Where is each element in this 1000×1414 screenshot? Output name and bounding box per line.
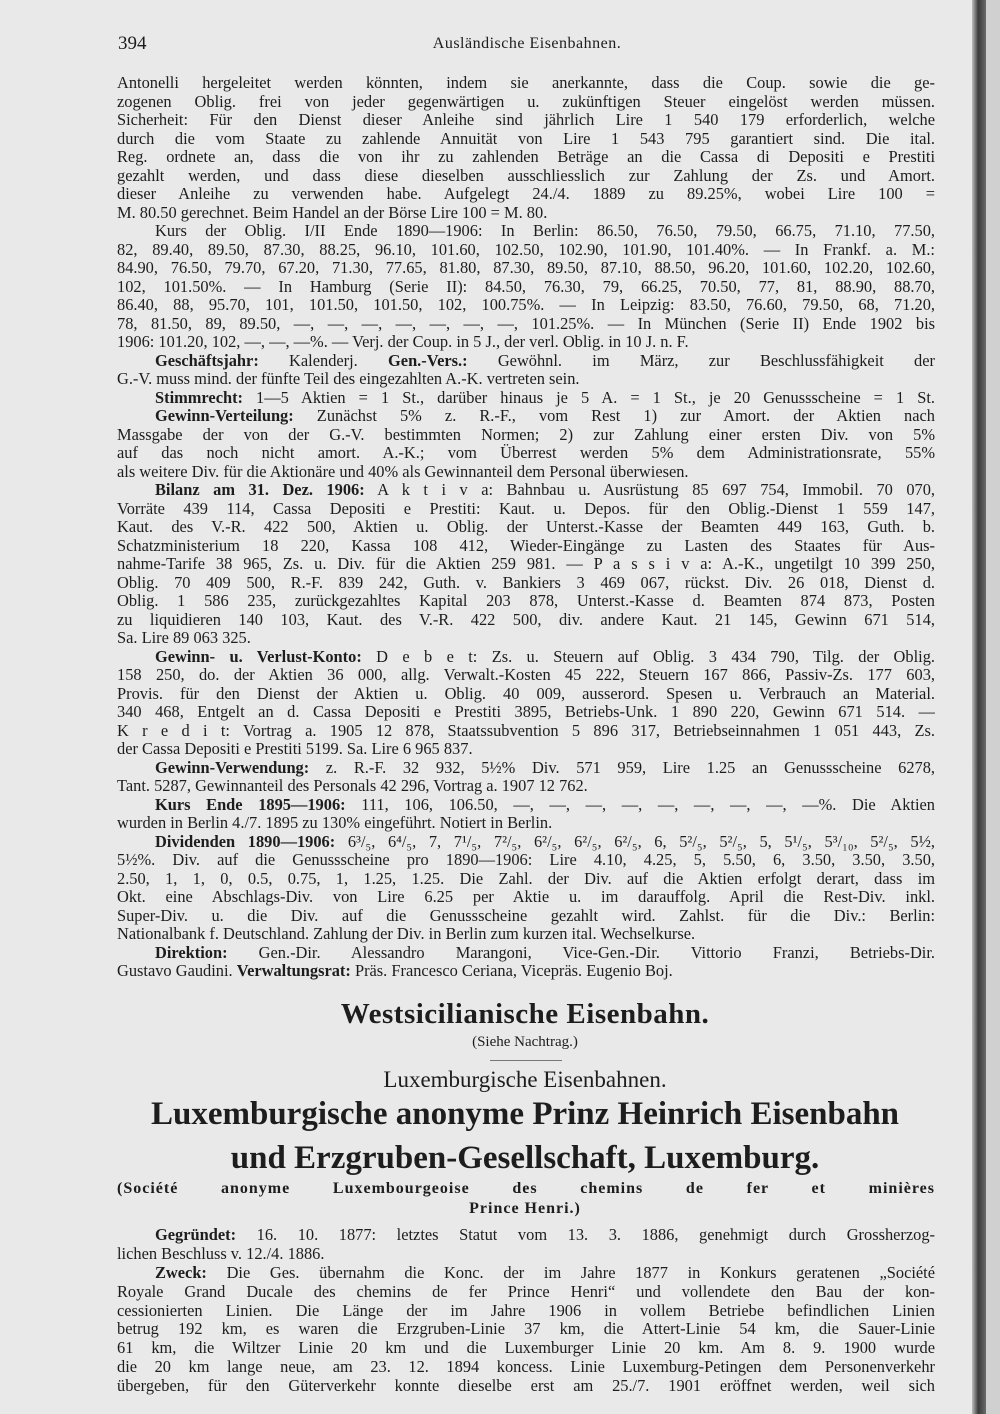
text-line: Oblig. 70 409 500, R.-F. 839 242, Guth. v. Bankiers 3 469 067, rückst. Div. 26 018, Dienst d. — [117, 573, 935, 592]
text-line: K r e d i t: Vortrag a. 1905 12 878, Staatssubvention 5 896 317, Betriebseinnahmen 1 051 443, Zs. — [117, 721, 935, 740]
text-line — [117, 352, 935, 371]
bold-label: Stimmrecht: — [155, 388, 243, 407]
text-line — [117, 389, 935, 408]
french-name-line1: (Société anonyme Luxembourgeoise des chemins de fer et minières — [117, 1180, 935, 1197]
text-line — [117, 1226, 935, 1245]
section-note: (Siehe Nachtrag.) — [472, 1034, 578, 1050]
bold-label: Kurs Ende 1895—1906: — [155, 795, 346, 814]
bold-label: Gewinn- u. Verlust-Konto: — [155, 647, 362, 666]
text-segment: D e b e t: Zs. u. Steuern auf Oblig. 3 434 790, Tilg. der Oblig. — [361, 647, 935, 666]
text-line: 2.50, 1, 1, 0, 0.5, 0.75, 1, 1.25, 1.25. Die Zahl. der Div. auf die Aktien erfolgt derart, dass im — [117, 869, 935, 888]
text-line — [117, 944, 935, 963]
text-segment: 111, 106, 106.50, —, —, —, —, —, —, —, —, —%. Die Aktien — [345, 795, 935, 814]
text-line: Vorräte 439 114, Cassa Depositi e Prestiti: Kaut. u. Depos. für den Oblig.-Dienst 1 559 147, — [117, 499, 935, 518]
text-line: auf das noch nicht amort. A.-K.; vom Überrest werden 5% dem Administrationsrate, 55% — [117, 444, 935, 462]
section-title-westsicilianische: Westsicilianische Eisenbahn. — [340, 998, 710, 1030]
text-line: gezahlt werden, und dass diese dieselben ausschliesslich zur Zahlung der Zs. und Amort. — [117, 166, 935, 185]
bold-label: Gen.-Vers.: — [388, 351, 468, 370]
text-line — [117, 407, 935, 426]
text-line: Sicherheit: Für den Dienst dieser Anleihe sind jährlich Lire 1 540 179 erforderlich, welche — [117, 111, 935, 129]
page-binding-edge — [972, 0, 986, 1414]
text-line: nahme-Tarife 38 965, Zs. u. Div. für die Aktien 259 981. — P a s s i v a: A.-K., ungetilgt 10 399 250, — [117, 555, 935, 573]
text-line: wurden in Berlin 4./7. 1895 zu 130% eingeführt. Notiert in Berlin. — [117, 814, 553, 832]
text-line: 1906: 101.20, 102, —, —, —%. — Verj. der Coup. in 5 J., der verl. Oblig. in 10 J. n. F. — [117, 333, 689, 351]
french-name-line2: Prince Henri.) — [469, 1200, 581, 1217]
text-line: 86.40, 88, 95.70, 101, 101.50, 101.50, 102, 100.75%. — In Leipzig: 83.50, 76.60, 79.50, 68, 71.20, — [117, 296, 935, 314]
bold-label: Verwaltungsrat: — [236, 962, 351, 980]
bold-label: Gewinn-Verteilung: — [155, 407, 294, 425]
text-segment: Zunächst 5% z. R.-F., vom Rest 1) zur Amort. der Aktien nach — [293, 407, 935, 425]
bold-label: Gegründet: — [155, 1226, 237, 1244]
text-line: lichen Beschluss v. 12./4. 1886. — [117, 1244, 325, 1263]
text-segment: A k t i v a: Bahnbau u. Ausrüstung 85 697 754, Immobil. 70 070, — [364, 481, 935, 499]
text-segment: Kalenderj. — [258, 351, 389, 370]
bold-label: Dividenden 1890—1906: — [155, 832, 336, 851]
text-block-luxemburg-railway — [117, 1226, 935, 1396]
text-line — [117, 481, 935, 500]
text-line: Sa. Lire 89 063 325. — [117, 629, 251, 647]
text-line: 82, 89.40, 89.50, 87.30, 88.25, 96.10, 101.60, 102.50, 102.90, 101.90, 101.40%. — In Frankf. a. M.: — [117, 240, 935, 259]
text-line: cessionierten Linien. Die Länge der im Jahre 1906 in vollem Betriebe befindlichen Linien — [117, 1301, 935, 1320]
text-line — [117, 1264, 935, 1283]
text-line: M. 80.50 gerechnet. Beim Handel an der Börse Lire 100 = M. 80. — [117, 203, 548, 222]
bold-label: Bilanz am 31. Dez. 1906: — [155, 481, 365, 499]
text-block-italian-railway — [117, 74, 935, 981]
text-line: der Cassa Depositi e Prestiti 5199. Sa. Lire 6 965 837. — [117, 740, 473, 758]
text-line: Royale Grand Ducale des chemins de fer Prince Henri“ und vollendete den Bau der kon- — [117, 1282, 935, 1301]
page-number: 394 — [118, 33, 147, 54]
text-line: 158 250, do. der Aktien 36 000, allg. Verwalt.-Kosten 45 222, Steuern 167 866, Passiv-Zs. 177 603, — [117, 666, 935, 684]
bold-label: Gewinn-Verwendung: — [155, 758, 310, 777]
text-line: zu liquidieren 140 103, Kaut. des V.-R. 422 500, div. andere Kaut. 21 145, Gewinn 671 514, — [117, 610, 935, 629]
scan-margin — [986, 0, 1000, 1414]
text-segment: 6³/₅, 6⁴/₅, 7, 7¹/₅, 7²/₅, 6²/₅, 6²/₅, 6²/₅, 6, 5²/₅, 5²/₅, 5, 5¹/₅, 5³/₁₀, 5²/₅, 5½, — [335, 832, 935, 851]
text-segment: Präs. Francesco Ceriana, Vicepräs. Eugenio Boj. — [350, 962, 673, 980]
text-segment: 1—5 Aktien = 1 St., darüber hinaus je 5 A. = 1 St., je 20 Genussscheine = 1 St. — [243, 388, 935, 407]
text-segment: Gewöhnl. im März, zur Beschlussfähigkeit der — [467, 351, 935, 370]
text-segment: Gen.-Dir. Alessandro Marangoni, Vice-Gen.-Dir. Vittorio Franzi, Betriebs-Dir. — [227, 943, 935, 962]
text-line: die 20 km lange neue, am 23. 12. 1894 koncess. Linie Luxemburg-Petingen dem Personenverkehr — [117, 1358, 935, 1377]
text-line: durch die vom Staate zu zahlende Annuität von Lire 1 543 795 garantiert sind. Die ital. — [117, 129, 935, 148]
text-line: Okt. eine Abschlags-Div. von Lire 6.25 per Aktie u. im darauffolg. April die Rest-Div. inkl. — [117, 888, 935, 906]
text-line: Reg. ordnete an, dass die von ihr zu zahlenden Beträge an die Cassa di Depositi e Prestiti — [117, 148, 935, 166]
text-line: Massgabe der von der G.-V. bestimmten Normen; 2) zur Zahlung einer ersten Div. von 5% — [117, 425, 935, 444]
text-line: Antonelli hergeleitet werden könnten, indem sie anerkannte, dass die Coup. sowie die ge- — [117, 74, 935, 92]
text-line: Schatzministerium 18 220, Kassa 108 412, Wieder-Eingänge zu Lasten des Staates für Aus- — [117, 536, 935, 555]
text-line: 84.90, 76.50, 79.70, 67.20, 71.30, 77.65, 81.80, 87.30, 89.50, 87.10, 88.50, 96.20, 101.60, 102.20, 102.60, — [117, 259, 935, 277]
text-line: Super-Div. u. die Div. auf die Genussscheine gezahlt wird. Zahlst. für die Div.: Berlin: — [117, 906, 935, 925]
text-line: 5½%. Div. auf die Genussscheine pro 1890—1906: Lire 4.10, 4.25, 5, 5.50, 6, 3.50, 3.50, 3.50, — [117, 851, 935, 869]
text-line: Nationalbank f. Deutschland. Zahlung der Div. in Berlin zum kurzen ital. Wechselkurse. — [117, 925, 696, 943]
text-line: Oblig. 1 586 235, zurückgezahltes Kapital 203 878, Unterst.-Kasse d. Beamten 874 873, Posten — [117, 592, 935, 610]
text-line: Tant. 5287, Gewinnanteil des Personals 42 296, Vortrag a. 1907 12 762. — [117, 777, 588, 795]
text-line — [117, 796, 935, 815]
bold-label: Geschäftsjahr: — [155, 351, 259, 370]
text-line: 340 468, Entgelt an d. Cassa Depositi e Prestiti 3895, Betriebs-Unk. 1 890 220, Gewinn 671 514. — — [117, 703, 935, 721]
divider-rule — [490, 1060, 562, 1061]
running-title: Ausländische Eisenbahnen. — [432, 35, 622, 52]
text-line: Provis. für den Dienst der Aktien u. Oblig. 40 009, ausserord. Spesen u. Verbrauch an Material. — [117, 684, 935, 703]
text-segment: z. R.-F. 32 932, 5½% Div. 571 959, Lire 1.25 an Genussscheine 6278, — [309, 758, 935, 777]
bold-label: Direktion: — [155, 943, 228, 962]
company-title-line1: Luxemburgische anonyme Prinz Heinrich Eisenbahn — [150, 1096, 900, 1132]
text-line: Kaut. des V.-R. 422 500, Aktien u. Oblig. der Unterst.-Kasse der Beamten 449 163, Guth. b. — [117, 518, 935, 536]
text-segment: Die Ges. übernahm die Konc. der im Jahre 1877 in Konkurs geratenen „Société — [206, 1263, 935, 1282]
group-title-luxemburg: Luxemburgische Eisenbahnen. — [383, 1067, 667, 1092]
text-line: betrug 192 km, es waren die Erzgruben-Linie 37 km, die Attert-Linie 54 km, die Sauer-Linie — [117, 1320, 935, 1339]
text-line — [117, 833, 935, 852]
text-line: zogenen Oblig. frei von jeder gegenwärtigen u. zukünftigen Steuer eingelöst werden müssen. — [117, 92, 935, 111]
text-segment: 16. 10. 1877: letztes Statut vom 13. 3. 1886, genehmigt durch Grossherzog- — [236, 1226, 935, 1244]
text-line — [117, 962, 935, 981]
text-segment: Gustavo Gaudini. — [117, 962, 237, 980]
text-line: 102, 101.50%. — In Hamburg (Serie II): 84.50, 76.30, 79, 66.25, 70.50, 77, 81, 88.90, 88.70, — [117, 277, 935, 296]
text-line: Kurs der Oblig. I/II Ende 1890—1906: In Berlin: 86.50, 76.50, 79.50, 66.75, 71.10, 77.50, — [155, 222, 935, 240]
text-line: 61 km, die Wiltzer Linie 20 km und die Luxemburger Linie 20 km. Am 8. 9. 1900 wurde — [117, 1339, 935, 1358]
text-line: dieser Anleihe zu verwenden habe. Aufgelegt 24./4. 1889 zu 89.25%, wobei Lire 100 = — [117, 185, 935, 203]
text-line: übergeben, für den Güterverkehr konnte dieselbe erst am 25./7. 1901 eröffnet werden, weil sich — [117, 1377, 935, 1396]
text-line: G.-V. muss mind. der fünfte Teil des eingezahlten A.-K. vertreten sein. — [117, 370, 580, 388]
company-title-line2: und Erzgruben-Gesellschaft, Luxemburg. — [230, 1140, 820, 1176]
text-line: 78, 81.50, 89, 89.50, —, —, —, —, —, —, —, 101.25%. — In München (Serie II) Ende 1902 bis — [117, 314, 935, 333]
bold-label: Zweck: — [155, 1263, 207, 1282]
text-line: als weitere Div. für die Aktionäre und 40% als Gewinnanteil dem Personal überwiesen. — [117, 462, 689, 481]
text-line — [117, 648, 935, 667]
text-line — [117, 759, 935, 778]
